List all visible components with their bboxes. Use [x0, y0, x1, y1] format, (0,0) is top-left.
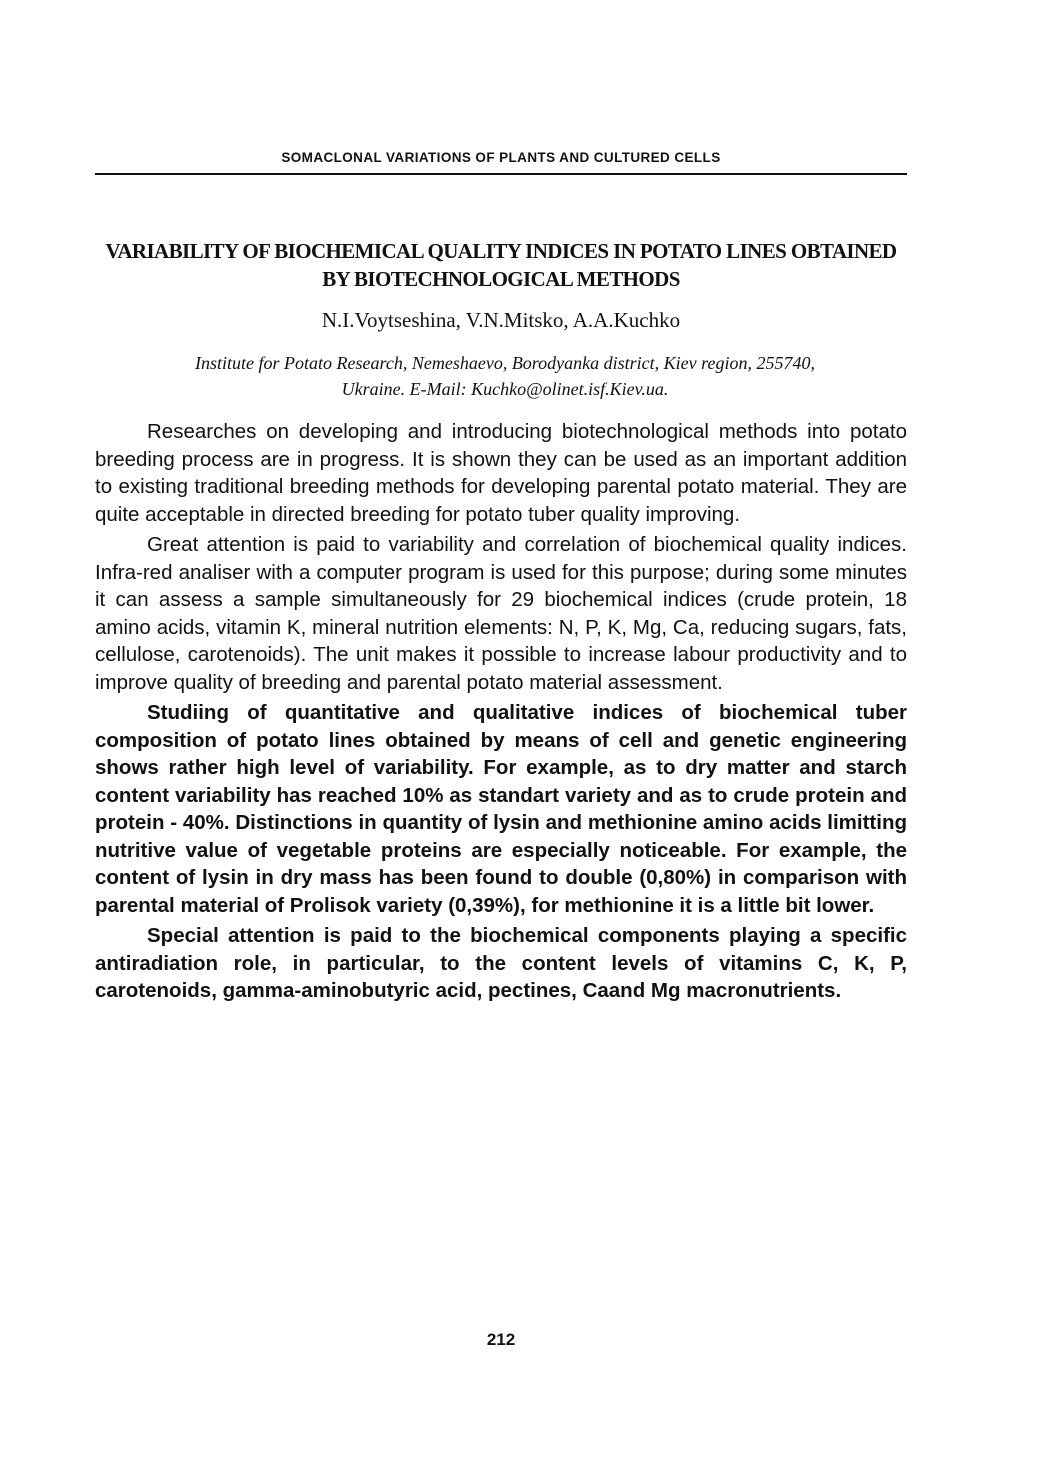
paragraph-2: Great attention is paid to variability and correlation of biochemical quality indices. Infra-red analiser with a computer program is used for this purpose; during some minutes it can assess a sample simultaneously for 29 biochemical indices (crude protein, 18 amino acids, vitamin K, mineral nutrition elements: N, P, K, Mg, Ca, reducing sugars, fats, cellulose, carotenoids). The unit makes it possible to increase labour productivity and to improve quality of breeding and parental potato material assessment. — [95, 533, 907, 694]
affiliation — [110, 350, 900, 402]
affiliation-line-2: Ukraine. E-Mail: Kuchko@olinet.isf.Kiev.ua. — [341, 379, 669, 399]
page-number: 212 — [486, 1330, 516, 1349]
running-header: SOMACLONAL VARIATIONS OF PLANTS AND CULTURED CELLS — [281, 150, 721, 165]
affiliation-line-1: Institute for Potato Research, Nemeshaevo, Borodyanka district, Kiev region, 255740, — [195, 353, 815, 373]
paragraph-3: Studiing of quantitative and qualitative indices of biochemical tuber composition of potato lines obtained by means of cell and genetic engineering shows rather high level of variability. For example, as to dry matter and starch content variability has reached 10% as standart variety and as to crude protein and protein - 40%. Distinctions in quantity of lysin and methionine amino acids limitting nutritive value of vegetable proteins are especially noticeable. For example, the content of lysin in dry mass has been found to double (0,80%) in comparison with parental material of Prolisok variety (0,39%), for methionine it is a little bit lower. — [95, 701, 907, 917]
abstract-body — [95, 418, 907, 1008]
paragraph-1: Researches on developing and introducing biotechnological methods into potato breeding process are in progress. It is shown they can be used as an important addition to existing traditional breeding methods for developing parental potato material. They are quite acceptable in directed breeding for potato tuber quality improving. — [95, 420, 907, 526]
header-rule — [95, 173, 907, 175]
paper-title: VARIABILITY OF BIOCHEMICAL QUALITY INDICES IN POTATO LINES OBTAINED BY BIOTECHNOLOGICAL METHODS — [105, 239, 897, 291]
paragraph-4: Special attention is paid to the biochemical components playing a specific antiradiation role, in particular, to the content levels of vitamins C, K, P, carotenoids, gamma-aminobutyric acid, pectines, Caand Mg macronutrients. — [95, 924, 907, 1002]
authors: N.I.Voytseshina, V.N.Mitsko, A.A.Kuchko — [321, 308, 681, 332]
